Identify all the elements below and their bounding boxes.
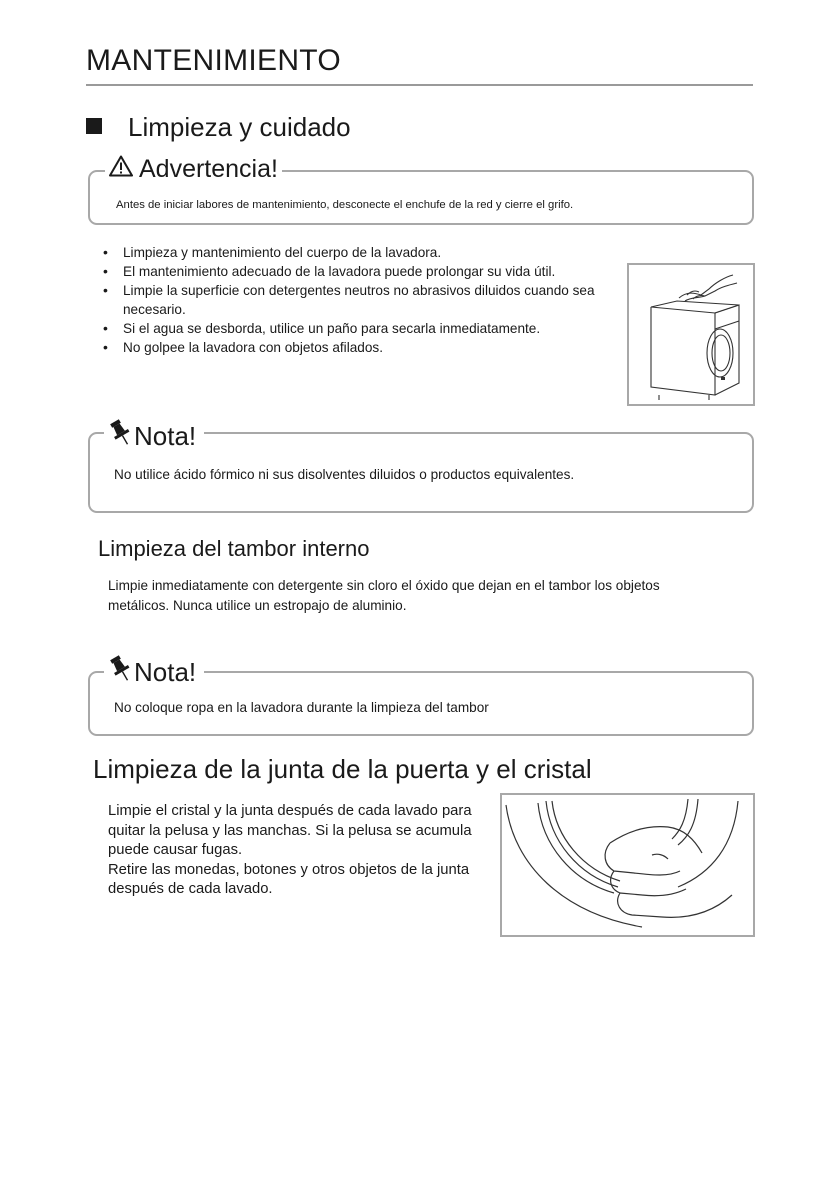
- note-label-2: [104, 654, 204, 691]
- washer-cleaning-illustration: [627, 263, 755, 406]
- gasket-heading: Limpieza de la junta de la puerta y el cristal: [93, 754, 592, 784]
- page-title: MANTENIMIENTO: [86, 44, 342, 77]
- list-item: • Limpieza y mantenimiento del cuerpo de la lavadora.: [100, 243, 620, 262]
- gasket-paragraph-1: Limpie el cristal y la junta después de cada lavado para quitar la pelusa y las manchas. Si la pelusa se acumula puede causar fugas.: [108, 803, 472, 858]
- care-bullet-list: [100, 243, 620, 357]
- warning-label: [105, 155, 282, 184]
- list-item: • Limpie la superficie con detergentes neutros no abrasivos diluidos cuando sea necesario.: [100, 281, 620, 319]
- note-label-text: Nota!: [134, 657, 197, 687]
- title-divider: [86, 84, 753, 86]
- drum-heading: Limpieza del tambor interno: [98, 536, 370, 561]
- warning-label-text: Advertencia!: [139, 155, 278, 183]
- section-bullet-square: [86, 118, 102, 134]
- pushpin-icon: [108, 654, 134, 691]
- gasket-paragraph-2: Retire las monedas, botones y otros objetos de la junta después de cada lavado.: [108, 861, 470, 897]
- warning-text: Antes de iniciar labores de mantenimiento, desconecte el enchufe de la red y cierre el grifo.: [116, 199, 574, 211]
- note-label-text: Nota!: [134, 421, 197, 451]
- gasket-text: [108, 802, 488, 900]
- warning-triangle-icon: [109, 155, 139, 184]
- section-heading: Limpieza y cuidado: [128, 112, 351, 142]
- list-item: • El mantenimiento adecuado de la lavadora puede prolongar su vida útil.: [100, 262, 620, 281]
- door-gasket-illustration: [500, 793, 755, 937]
- list-item: • Si el agua se desborda, utilice un paño para secarla inmediatamente.: [100, 319, 620, 338]
- pushpin-icon: [108, 418, 134, 455]
- note-label-1: [104, 418, 204, 455]
- drum-text: Limpie inmediatamente con detergente sin cloro el óxido que dejan en el tambor los objetos metálicos. Nunca utilice un estropajo de aluminio.: [108, 578, 660, 613]
- list-item: • No golpee la lavadora con objetos afilados.: [100, 338, 620, 357]
- note-text-1: No utilice ácido fórmico ni sus disolventes diluidos o productos equivalentes.: [114, 467, 575, 482]
- note-text-2: No coloque ropa en la lavadora durante la limpieza del tambor: [114, 700, 489, 715]
